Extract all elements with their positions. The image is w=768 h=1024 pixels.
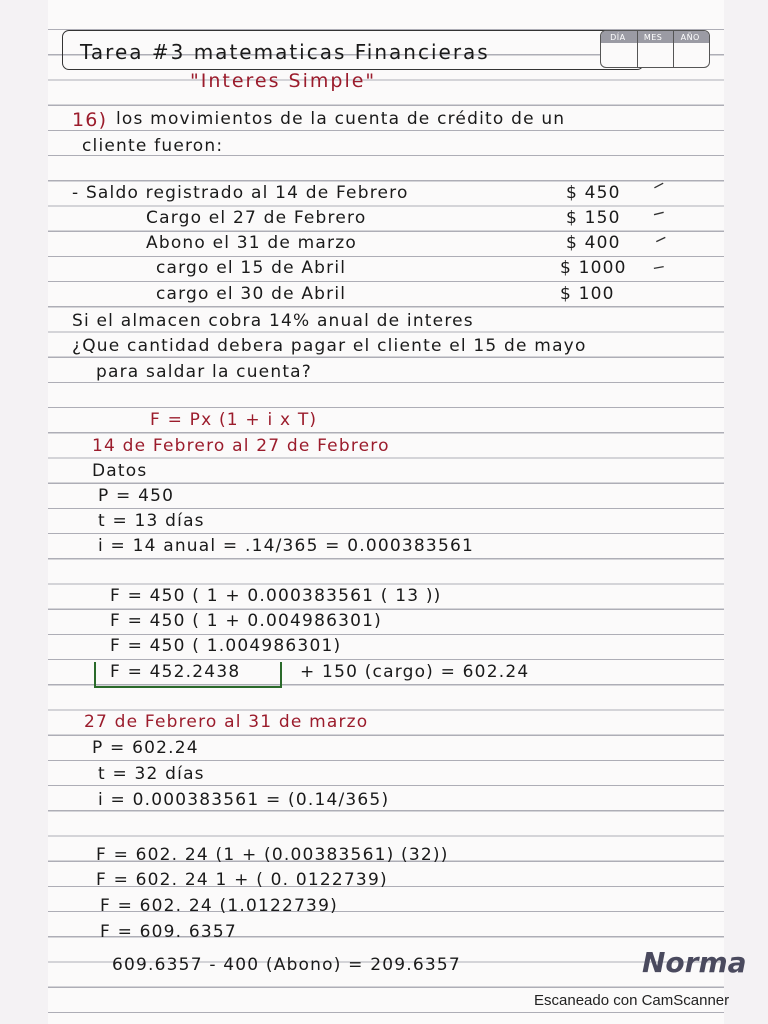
calc-step: F = 602. 24 (1 + (0.00383561) (32)) bbox=[96, 845, 449, 865]
section-heading: 14 de Febrero al 27 de Febrero bbox=[92, 436, 390, 456]
norma-logo: Norma bbox=[642, 946, 747, 979]
data-t: t = 13 días bbox=[98, 511, 205, 531]
question-line-1: Si el almacen cobra 14% anual de interes bbox=[72, 311, 474, 331]
calc-step: F = 602. 24 (1.0122739) bbox=[100, 896, 338, 916]
calc-step: F = 602. 24 1 + ( 0. 0122739) bbox=[96, 870, 388, 890]
calc-result: F = 452.2438 bbox=[110, 662, 241, 682]
date-divider bbox=[673, 31, 674, 67]
data-i: i = 14 anual = .14/365 = 0.000383561 bbox=[98, 536, 474, 556]
calc-result-extra: + 150 (cargo) = 602.24 bbox=[300, 662, 530, 682]
movement-amount: $ 100 bbox=[560, 284, 615, 304]
problem-text-1: los movimientos de la cuenta de crédito de un bbox=[116, 109, 566, 129]
section-heading: 27 de Febrero al 31 de marzo bbox=[84, 712, 369, 732]
calc-step: F = 450 ( 1.004986301) bbox=[110, 636, 342, 656]
movement-label: - Saldo registrado al 14 de Febrero bbox=[72, 183, 409, 203]
scanner-watermark: Escaneado con CamScanner bbox=[534, 992, 730, 1009]
data-p: P = 450 bbox=[98, 486, 175, 506]
movement-label: Cargo el 27 de Febrero bbox=[146, 208, 367, 228]
check-mark-icon: ─ bbox=[651, 203, 666, 224]
calc-step: F = 450 ( 1 + 0.004986301) bbox=[110, 611, 382, 631]
datos-label: Datos bbox=[92, 461, 148, 481]
date-box-header bbox=[601, 31, 709, 43]
date-label-ano: AÑO bbox=[680, 32, 700, 42]
problem-number: 16) bbox=[72, 109, 108, 131]
problem-text-2: cliente fueron: bbox=[82, 136, 224, 156]
check-mark-icon: ─ bbox=[652, 228, 670, 251]
calc-final: 609.6357 - 400 (Abono) = 209.6357 bbox=[112, 955, 461, 975]
movement-amount: $ 450 bbox=[566, 183, 621, 203]
calc-step: F = 450 ( 1 + 0.000383561 ( 13 )) bbox=[110, 586, 442, 606]
movement-label: cargo el 30 de Abril bbox=[156, 284, 347, 304]
date-divider bbox=[637, 31, 638, 67]
date-label-dia: DÍA bbox=[610, 32, 626, 42]
check-mark-icon: ─ bbox=[650, 174, 668, 197]
movement-label: cargo el 15 de Abril bbox=[156, 258, 347, 278]
data-p: P = 602.24 bbox=[92, 738, 199, 758]
date-box bbox=[600, 30, 710, 68]
question-line-2: ¿Que cantidad debera pagar el cliente el 15 de mayo bbox=[72, 336, 587, 356]
movement-amount: $ 1000 bbox=[560, 258, 627, 278]
check-mark-icon: ─ bbox=[652, 257, 666, 278]
movement-amount: $ 400 bbox=[566, 233, 621, 253]
formula: F = Px (1 + i x T) bbox=[150, 410, 318, 430]
movement-amount: $ 150 bbox=[566, 208, 621, 228]
title-line-2: "Interes Simple" bbox=[190, 70, 377, 92]
data-i: i = 0.000383561 = (0.14/365) bbox=[98, 790, 390, 810]
question-line-3: para saldar la cuenta? bbox=[96, 362, 313, 382]
data-t: t = 32 días bbox=[98, 764, 205, 784]
calc-result: F = 609. 6357 bbox=[100, 922, 237, 942]
movement-label: Abono el 31 de marzo bbox=[146, 233, 357, 253]
title-line-1: Tarea #3 matematicas Financieras bbox=[80, 40, 490, 64]
date-label-mes: MES bbox=[643, 32, 663, 42]
